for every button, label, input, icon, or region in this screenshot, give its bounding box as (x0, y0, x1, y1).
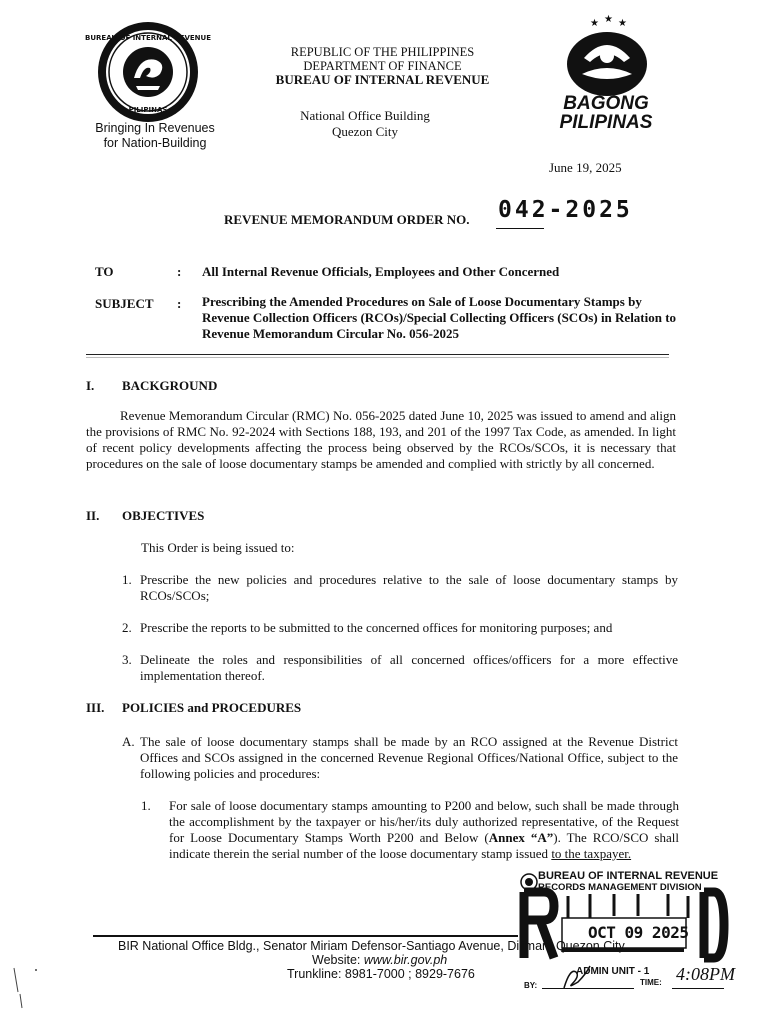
policy-item-a (122, 734, 678, 782)
list-item-text: Prescribe the new policies and procedures relative to the sale of loose documentary stamps by RCOs/SCOs; (140, 572, 678, 603)
section-title: OBJECTIVES (122, 508, 205, 523)
policy-item-label: A. (122, 734, 135, 749)
republic-text: REPUBLIC OF THE PHILIPPINES (290, 45, 475, 59)
bir-seal-logo (85, 20, 211, 124)
list-item (122, 652, 678, 684)
office-address (280, 108, 450, 140)
stamp-time-line (672, 988, 724, 989)
rmo-number: 042-2025 (498, 197, 633, 223)
policy-item-text: The sale of loose documentary stamps shall be made by an RCO assigned at the Revenue District Offices and SCOs assigned in the concerned Revenue Regional Offices/National Office, subject to the following policies and procedures: (140, 734, 678, 781)
stamp-line-2: RECORDS MANAGEMENT DIVISION (538, 882, 702, 893)
to-colon: : (177, 264, 182, 279)
bp-line-1: BAGONG (563, 93, 649, 114)
to-value: All Internal Revenue Officials, Employees and Other Concerned (202, 264, 560, 279)
header-divider-shadow (86, 357, 669, 358)
tagline-line-2: for Nation-Building (103, 136, 207, 150)
stamp-signature-graphic (560, 962, 600, 990)
section-objectives-heading (86, 508, 204, 524)
objectives-intro: This Order is being issued to: (141, 540, 295, 555)
footer-website (312, 953, 447, 967)
stamp-time: 4:08PM (676, 964, 735, 984)
subject-label: SUBJECT (95, 296, 154, 311)
section-background-heading (86, 378, 217, 394)
footer-divider (93, 935, 518, 937)
agency-heading (230, 45, 535, 87)
list-item (122, 620, 678, 636)
office-line-1: National Office Building (300, 108, 430, 123)
subject-colon: : (177, 296, 182, 311)
tagline-line-1: Bringing In Revenues (95, 121, 215, 135)
subject-value: Prescribing the Amended Procedures on Sale of Loose Documentary Stamps by Revenue Collection Officers (RCOs)/Special Collecting Officers (SCOs) in Relation to Revenue Memorandum Circular No. 056-2025 (202, 294, 677, 341)
policy-subitem-number: 1. (141, 798, 151, 813)
section-title: POLICIES and PROCEDURES (122, 700, 302, 715)
policy-subitem-text (169, 798, 679, 862)
section-title: BACKGROUND (122, 378, 218, 393)
margin-mark (8, 964, 48, 1010)
subitem-text-b: ). The RCO/SCO shall indicate therein the serial number of the loose documentary stamp issued (169, 830, 679, 861)
list-item-text: Delineate the roles and responsibilities of all concerned offices/officers for a more effective implementation thereof. (140, 652, 678, 683)
header-divider (86, 354, 669, 355)
footer-address: BIR National Office Bldg., Senator Miriam Defensor-Santiago Avenue, Diliman, Quezon City (118, 939, 625, 953)
document-date: June 19, 2025 (549, 160, 622, 175)
list-item-text: Prescribe the reports to be submitted to the concerned offices for monitoring purposes; and (140, 620, 613, 635)
svg-text:PILIPINAS: PILIPINAS (128, 106, 168, 114)
svg-text:★: ★ (604, 14, 613, 25)
bp-line-2: PILIPINAS (559, 112, 653, 133)
to-label: TO (95, 264, 114, 279)
section-policies-heading (86, 700, 301, 716)
footer-website-link[interactable]: www.bir.gov.ph (363, 953, 448, 967)
svg-text:BUREAU OF INTERNAL REVENUE: BUREAU OF INTERNAL REVENUE (85, 34, 211, 42)
subitem-text-a: For sale of loose documentary stamps amounting to P200 and below, such shall be made through the accomplishment by the taxpayer or his/her/its duly authorized representative, of the Request for Loose Documentary Stamps Worth P200 and Below ( (169, 798, 679, 845)
department-text: DEPARTMENT OF FINANCE (303, 59, 462, 73)
office-line-2: Quezon City (331, 124, 399, 139)
svg-text:★: ★ (590, 18, 599, 29)
stamp-by-label: BY: (524, 981, 538, 990)
stamp-date: OCT 09 2025 (588, 923, 689, 942)
stamp-unit: ADMIN UNIT - 1 (576, 966, 650, 977)
bureau-text: BUREAU OF INTERNAL REVENUE (275, 72, 490, 87)
subitem-text-c: to the taxpayer. (551, 846, 632, 861)
svg-text:★: ★ (618, 18, 627, 29)
bagong-pilipinas-logo (562, 12, 652, 102)
list-item-number: 1. (122, 572, 132, 587)
section-number: II. (86, 508, 100, 523)
background-paragraph: Revenue Memorandum Circular (RMC) No. 056-2025 dated June 10, 2025 was issued to amend and align the provisions of RMC No. 92-2024 with Sections 188, 193, and 201 of the 1997 Tax Code, as amended. In light of recent policy developments affecting the process being observed by the RCOs/SCOs, it is necessary that procedures on the sale of loose documentary stamps be amended and complied with strictly by all concerned. (86, 408, 676, 471)
section-number: I. (86, 378, 95, 393)
policy-subitem-1 (141, 798, 679, 862)
list-item-number: 3. (122, 652, 132, 667)
stamp-line-1: BUREAU OF INTERNAL REVENUE (538, 870, 719, 882)
list-item-number: 2. (122, 620, 132, 635)
rmo-underline (496, 228, 544, 229)
footer-website-label: Website: (312, 953, 364, 967)
list-item (122, 572, 678, 604)
footer-trunkline: Trunkline: 8981-7000 ; 8929-7676 (287, 967, 475, 981)
annex-reference: Annex “A” (488, 830, 554, 845)
stamp-time-label: TIME: (640, 978, 662, 987)
rmo-label: REVENUE MEMORANDUM ORDER NO. (224, 212, 470, 227)
section-number: III. (86, 700, 105, 715)
bir-tagline (80, 121, 230, 151)
bagong-pilipinas-text (540, 94, 672, 132)
